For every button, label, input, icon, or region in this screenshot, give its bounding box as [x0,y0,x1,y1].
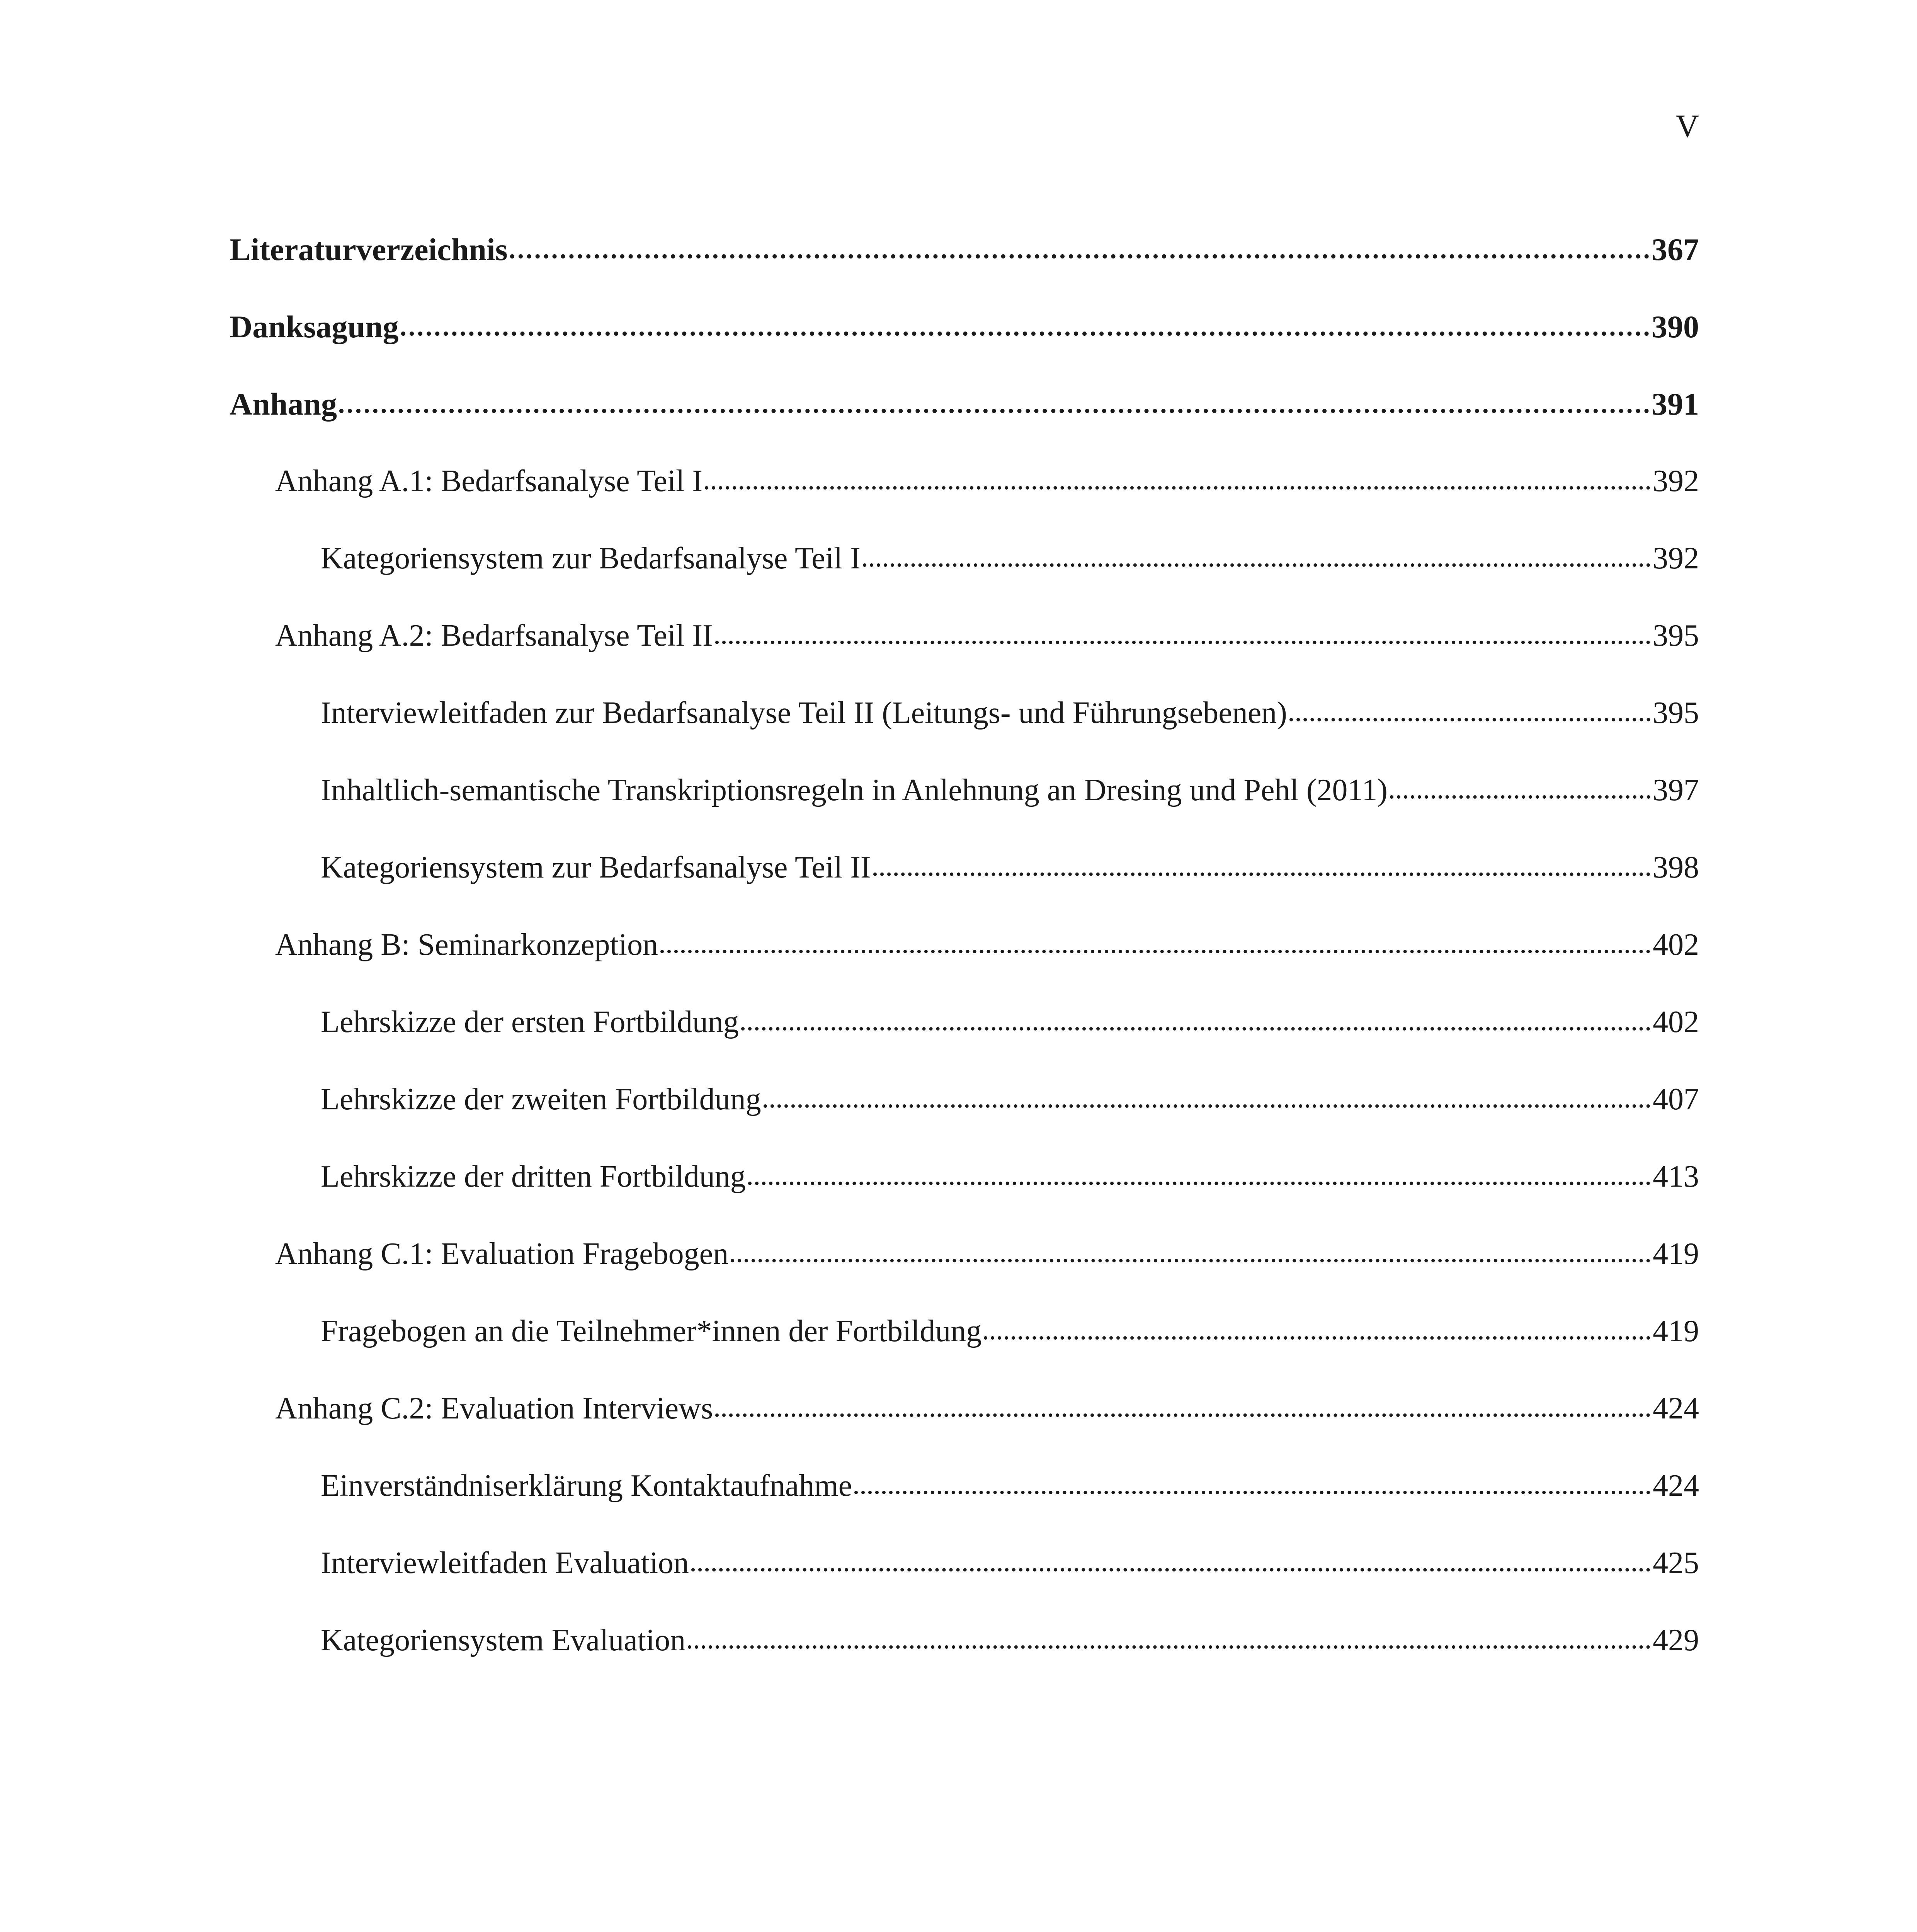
toc-entry-page-number: 392 [1653,464,1699,498]
toc-entry-page-number: 424 [1653,1469,1699,1503]
toc-entry[interactable] [230,620,1699,697]
toc-entry[interactable] [230,1393,1699,1470]
toc-entry-title: Kategoriensystem zur Bedarfsanalyse Teil I [321,541,861,575]
toc-dot-leader [984,1336,1650,1340]
toc-entry[interactable] [230,852,1699,929]
toc-dot-leader [731,1259,1650,1262]
toc-dot-leader [339,409,1649,413]
toc-entry[interactable] [230,234,1699,311]
toc-entry-title: Interviewleitfaden zur Bedarfsanalyse Teil II (Leitungs- und Führungsebenen) [321,696,1287,730]
toc-entry-title: Anhang B: Seminarkonzeption [275,928,658,962]
toc-entry-title: Anhang C.2: Evaluation Interviews [275,1391,713,1425]
toc-dot-leader [1289,718,1650,721]
toc-entry-page-number: 402 [1653,1005,1699,1039]
toc-dot-leader [715,1413,1650,1417]
toc-dot-leader [764,1104,1650,1108]
toc-dot-leader [688,1645,1650,1649]
toc-entry-title: Lehrskizze der dritten Fortbildung [321,1160,746,1194]
toc-entry[interactable] [230,1161,1699,1238]
toc-entry-title: Interviewleitfaden Evaluation [321,1546,689,1580]
toc-entry-page-number: 407 [1653,1082,1699,1116]
toc-entry-title: Anhang A.1: Bedarfsanalyse Teil I [275,464,703,498]
toc-dot-leader [873,872,1650,876]
toc-entry-title: Anhang A.2: Bedarfsanalyse Teil II [275,619,713,653]
page-number: V [1675,108,1699,144]
toc-entry[interactable] [230,929,1699,1007]
toc-entry-title: Anhang C.1: Evaluation Fragebogen [275,1237,729,1271]
toc-entry-page-number: 391 [1652,386,1699,422]
toc-entry-page-number: 395 [1653,619,1699,653]
toc-entry[interactable] [230,466,1699,543]
toc-entry-page-number: 419 [1653,1314,1699,1348]
toc-entry[interactable] [230,697,1699,775]
toc-entry-title: Kategoriensystem zur Bedarfsanalyse Teil II [321,850,871,884]
toc-entry-title: Literaturverzeichnis [230,232,508,267]
toc-entry-page-number: 390 [1652,309,1699,344]
toc-entry-page-number: 398 [1653,850,1699,884]
toc-entry-page-number: 429 [1653,1623,1699,1657]
toc-entry-page-number: 425 [1653,1546,1699,1580]
toc-entry-page-number: 419 [1653,1237,1699,1271]
toc-dot-leader [854,1491,1650,1494]
toc-entry[interactable] [230,1470,1699,1548]
toc-entry[interactable] [230,543,1699,620]
toc-dot-leader [705,486,1650,490]
toc-entry[interactable] [230,1238,1699,1316]
toc-entry[interactable] [230,1548,1699,1625]
table-of-contents [230,234,1699,1702]
toc-entry[interactable] [230,1084,1699,1161]
toc-entry[interactable] [230,388,1699,466]
toc-entry-title: Fragebogen an die Teilnehmer*innen der Fortbildung [321,1314,982,1348]
toc-entry[interactable] [230,1625,1699,1702]
toc-dot-leader [1390,795,1650,799]
toc-entry-page-number: 402 [1653,928,1699,962]
toc-entry-title: Einverständniserklärung Kontaktaufnahme [321,1469,852,1503]
toc-dot-leader [691,1568,1650,1571]
toc-dot-leader [401,332,1649,336]
toc-entry-title: Danksagung [230,309,399,344]
toc-entry-page-number: 392 [1653,541,1699,575]
toc-dot-leader [510,254,1649,259]
toc-entry-page-number: 395 [1653,696,1699,730]
toc-entry[interactable] [230,775,1699,852]
toc-entry[interactable] [230,311,1699,388]
toc-entry-page-number: 397 [1653,773,1699,807]
toc-entry-title: Kategoriensystem Evaluation [321,1623,686,1657]
toc-dot-leader [863,563,1650,567]
toc-entry-page-number: 367 [1652,232,1699,267]
toc-dot-leader [741,1027,1650,1031]
toc-entry[interactable] [230,1007,1699,1084]
toc-entry-page-number: 424 [1653,1391,1699,1425]
toc-dot-leader [715,641,1650,644]
toc-entry-page-number: 413 [1653,1160,1699,1194]
toc-entry-title: Anhang [230,386,337,422]
toc-entry[interactable] [230,1316,1699,1393]
toc-entry-title: Inhaltlich-semantische Transkriptionsregeln in Anlehnung an Dresing und Pehl (2011) [321,773,1388,807]
toc-dot-leader [748,1182,1650,1185]
toc-dot-leader [660,950,1650,953]
toc-entry-title: Lehrskizze der ersten Fortbildung [321,1005,739,1039]
toc-entry-title: Lehrskizze der zweiten Fortbildung [321,1082,761,1116]
